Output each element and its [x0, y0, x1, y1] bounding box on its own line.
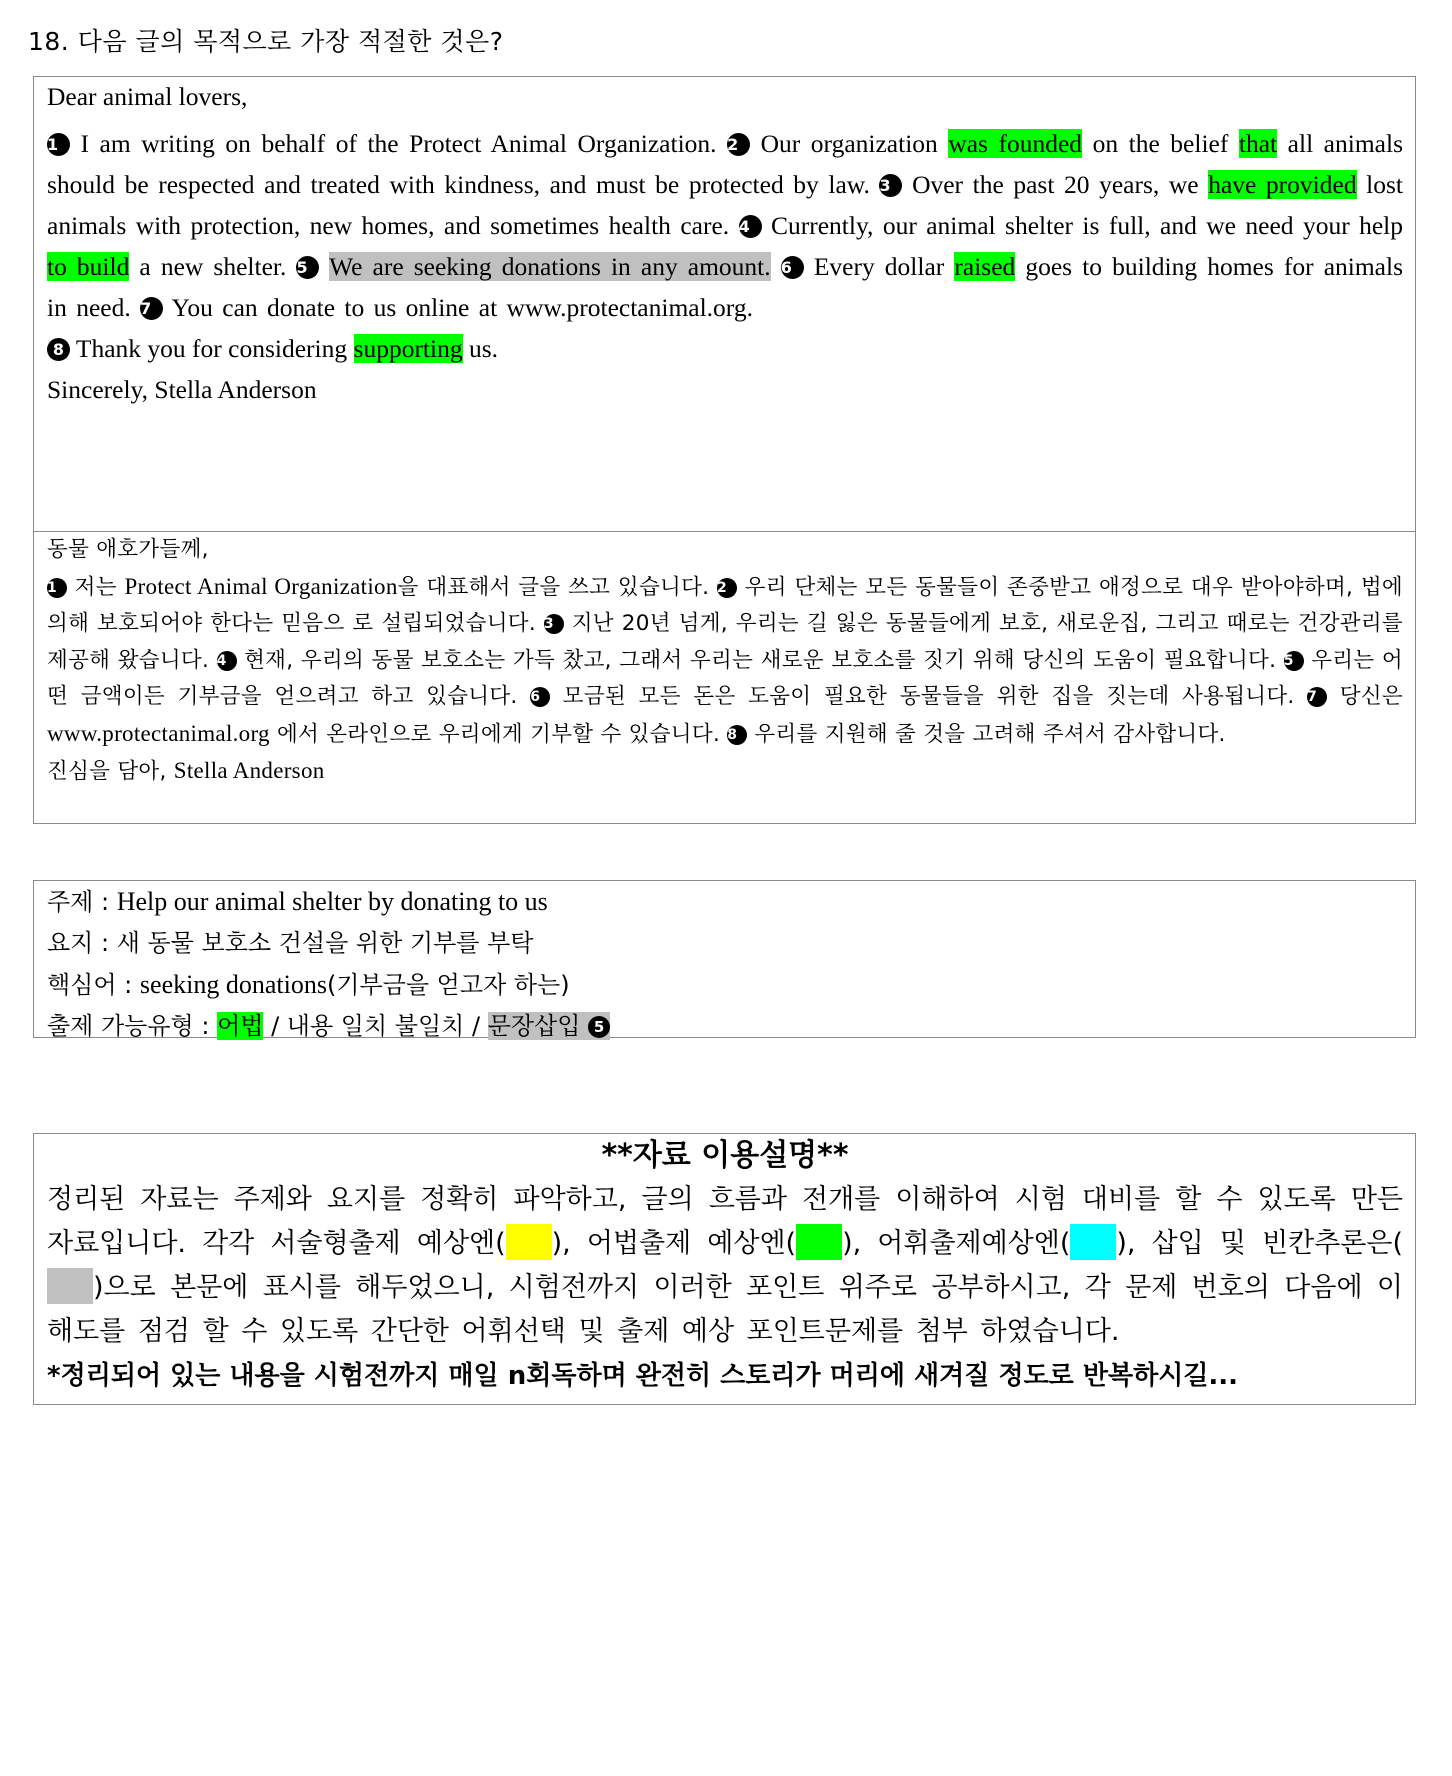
- circled-number-4-icon: 4: [739, 215, 762, 238]
- summary-box: [33, 880, 1416, 1038]
- grammar-highlight: that: [1238, 129, 1278, 158]
- circled-number-8-icon: 8: [47, 338, 70, 361]
- circled-number-5-icon: 5: [296, 256, 319, 279]
- grammar-marker-swatch: [796, 1224, 842, 1260]
- passage-closing: Sincerely, Stella Anderson: [47, 375, 317, 404]
- essay-marker-swatch: [506, 1224, 552, 1260]
- guide-box: [33, 1133, 1416, 1405]
- passage-box: [33, 76, 1416, 532]
- circled-number-8-icon: 8: [727, 725, 747, 745]
- translation-closing: 진심을 담아, Stella Anderson: [47, 758, 325, 784]
- insertion-highlight: We are seeking donations in any amount.: [329, 252, 771, 281]
- type-grammar-badge: 어법: [217, 1012, 264, 1040]
- circled-number-7-icon: 7: [1307, 687, 1327, 707]
- guide: [34, 1134, 1415, 1398]
- grammar-highlight: to build: [47, 252, 130, 281]
- circled-number-7-icon: 7: [140, 297, 163, 320]
- circled-number-2-icon: 2: [727, 133, 750, 156]
- guide-note: *정리되어 있는 내용을 시험전까지 매일 n회독하며 완전히 스토리가 머리에 새겨질 정도로 반복하시길...: [47, 1361, 1239, 1391]
- summary: [34, 881, 1415, 1047]
- guide-body: 정리된 자료는 주제와 요지를 정확히 파악하고, 글의 흐름과 전개를 이해하여 시험 대비를 할 수 있도록 만든 자료입니다. 각각 서술형출제 예상엔( ), 어법출제 예상엔( ), 어휘출제예상엔( ), 삽입 및 빈칸추론은()으로 본문에 표시를 해두었으니, 시험전까지 이러한 포인트 위주로 공부하시고, 각 문제 번호의 다음에 이해도를 점검 할 수 있도록 간단한 어휘선택 및 출제 예상 포인트문제를 첨부 하였습니다.: [47, 1184, 1403, 1347]
- grammar-highlight: have provided: [1208, 170, 1357, 199]
- circled-number-3-icon: 3: [879, 174, 902, 197]
- passage-greeting: Dear animal lovers,: [47, 82, 248, 111]
- circled-number-2-icon: 2: [717, 578, 737, 598]
- insertion-marker-swatch: [47, 1268, 93, 1304]
- passage-body: 1 I am writing on behalf of the Protect Animal Organization. 2 Our organization was founded on the belief that all animals should be respected and treated with kindness, and must be protected by law. 3 Over the past 20 years, we have provided lost animals with protection, new homes, and sometimes health care. 4 Currently, our animal shelter is full, and we need your help to build a new shelter. 5 We are seeking donations in any amount. 6 Every dollar raised goes to building homes for animals in need. 7 You can donate to us online at www.protectanimal.org.: [47, 129, 1404, 322]
- summary-gist: 요지 : 새 동물 보호소 건설을 위한 기부를 부탁: [47, 929, 534, 957]
- grammar-highlight: supporting: [353, 334, 463, 363]
- passage: [34, 76, 1415, 410]
- summary-keyword: 핵심어 : seeking donations(기부금을 얻고자 하는): [47, 970, 570, 999]
- guide-title: **자료 이용설명**: [601, 1138, 849, 1173]
- question-number: 18.: [28, 27, 70, 56]
- circled-number-5-icon: 5: [1284, 651, 1304, 671]
- grammar-highlight: was founded: [948, 129, 1083, 158]
- circled-number-1-icon: 1: [47, 133, 70, 156]
- question-title: [28, 22, 503, 58]
- circled-number-6-icon: 6: [530, 687, 550, 707]
- passage-thanks: 8 Thank you for considering supporting us.: [47, 328, 1403, 369]
- summary-topic: 주제 : Help our animal shelter by donating to us: [47, 887, 548, 916]
- question-prompt: 다음 글의 목적으로 가장 적절한 것은?: [77, 27, 504, 56]
- translation-body: 1 저는 Protect Animal Organization을 대표해서 글을 쓰고 있습니다. 2 우리 단체는 모든 동물들이 존중받고 애정으로 대우 받아야하며, 법에 의해 보호되어야 한다는 믿음으 로 설립되었습니다. 3 지난 20년 넘게, 우리는 길 잃은 동물들에게 보호, 새로운집, 그리고 때로는 건강관리를 제공해 왔습니다. 4 현재, 우리의 동물 보호소는 가득 찼고, 그래서 우리는 새로운 보호소를 짓기 위해 당신의 도움이 필요합니다. 5 우리는 어떤 금액이든 기부금을 얻으려고 하고 있습니다. 6 모금된 모든 돈은 도움이 필요한 동물들을 위한 집을 짓는데 사용됩니다. 7 당신은 www.protectanimal.org 에서 온라인으로 우리에게 기부할 수 있습니다. 8 우리를 지원해 줄 것을 고려해 주셔서 감사합니다.: [47, 573, 1404, 747]
- summary-question-types: 출제 가능유형 : 어법 / 내용 일치 불일치 / 문장삽입 5: [47, 1006, 1403, 1047]
- circled-number-5-icon: 5: [588, 1016, 610, 1038]
- circled-number-6-icon: 6: [781, 256, 804, 279]
- circled-number-4-icon: 4: [217, 651, 237, 671]
- translation-greeting: 동물 애호가들께,: [47, 537, 209, 562]
- translation: [34, 532, 1415, 791]
- grammar-highlight: raised: [954, 252, 1016, 281]
- vocab-marker-swatch: [1070, 1224, 1116, 1260]
- type-insertion-badge: 문장삽입 5: [488, 1012, 610, 1040]
- circled-number-1-icon: 1: [47, 578, 67, 598]
- circled-number-3-icon: 3: [544, 614, 564, 634]
- translation-box: [33, 531, 1416, 824]
